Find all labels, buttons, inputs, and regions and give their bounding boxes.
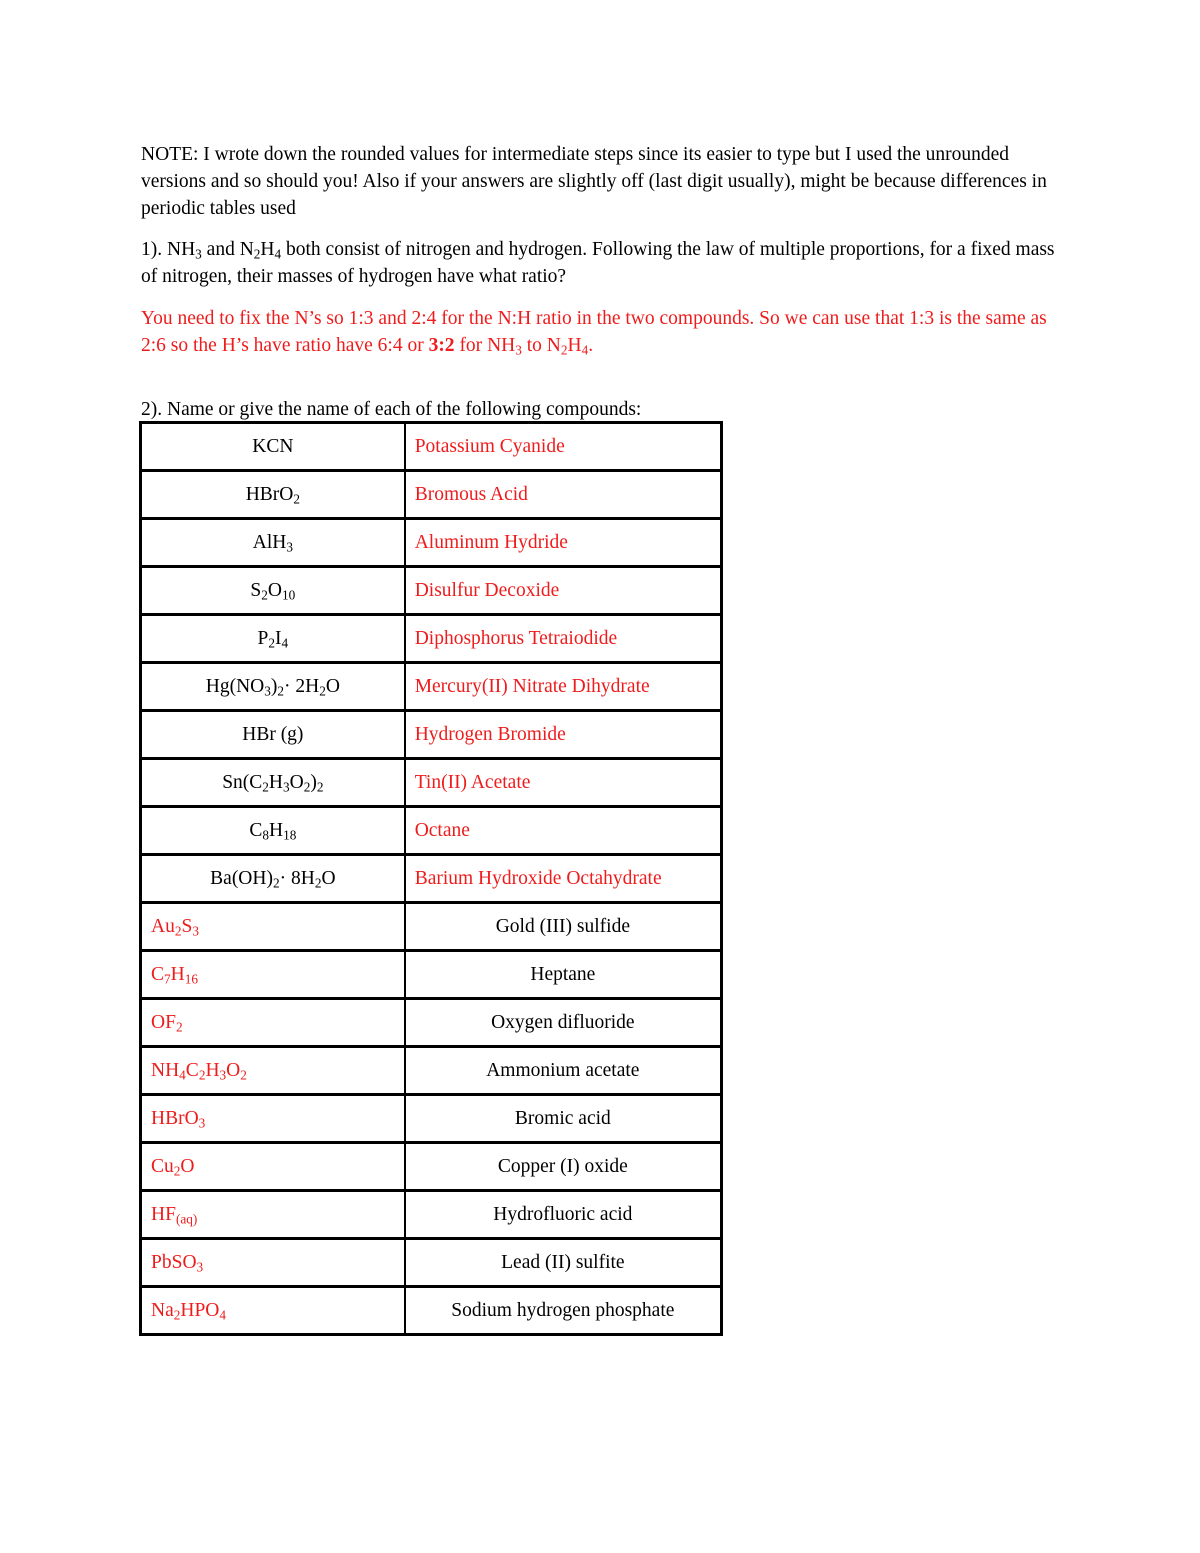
- formula-cell: [141, 1047, 405, 1095]
- question-2: 2). Name or give the name of each of the following compounds:: [141, 399, 642, 420]
- formula-text: C: [185, 1059, 199, 1081]
- subscript: 2: [173, 1306, 181, 1322]
- subscript: 2: [293, 490, 300, 506]
- table-row: [141, 567, 722, 615]
- formula-text: Hg(NO: [205, 675, 265, 697]
- compounds-table: [139, 421, 723, 1336]
- formula-cell: [141, 999, 405, 1047]
- formula-cell: [141, 471, 405, 519]
- name-cell: Sodium hydrogen phosphate: [405, 1287, 722, 1335]
- formula-cell: [141, 663, 405, 711]
- name-cell: Octane: [405, 807, 722, 855]
- table-row: [141, 711, 722, 759]
- subscript: 3: [286, 538, 293, 554]
- text-fragment: N: [546, 335, 561, 356]
- formula-text: ): [310, 771, 317, 793]
- subscript: 2: [175, 1018, 183, 1034]
- subscript: 3: [264, 682, 271, 698]
- compounds-table-body: [141, 423, 722, 1335]
- formula-cell: [141, 423, 405, 471]
- formula-cell: [141, 855, 405, 903]
- subscript: 4: [274, 246, 282, 262]
- subscript: 3: [195, 246, 202, 262]
- table-row: [141, 471, 722, 519]
- formula-text: OF: [151, 1011, 176, 1033]
- formula-text: HBrO: [151, 1107, 199, 1129]
- table-row: [141, 1239, 722, 1287]
- name-cell: Barium Hydroxide Octahydrate: [405, 855, 722, 903]
- formula-cell: [141, 807, 405, 855]
- formula-text: AlH: [252, 531, 287, 553]
- subscript: 10: [282, 586, 296, 602]
- formula-text: Na: [151, 1299, 174, 1321]
- subscript: 4: [281, 634, 289, 650]
- formula-text: ): [270, 675, 278, 697]
- name-cell: Diphosphorus Tetraiodide: [405, 615, 722, 663]
- table-row: [141, 1047, 722, 1095]
- subscript: (aq): [175, 1210, 198, 1226]
- formula-text: NH: [151, 1059, 180, 1081]
- formula-text: Cu: [151, 1155, 174, 1177]
- name-cell: Potassium Cyanide: [405, 423, 722, 471]
- name-cell: Oxygen difluoride: [405, 999, 722, 1047]
- table-row: [141, 663, 722, 711]
- formula-text: HF: [151, 1203, 176, 1225]
- subscript: 2: [174, 922, 182, 938]
- name-cell: Aluminum Hydride: [405, 519, 722, 567]
- table-row: [141, 519, 722, 567]
- formula-text: Ba(OH): [210, 867, 273, 889]
- formula-text: KCN: [252, 435, 294, 457]
- name-cell: Bromic acid: [405, 1095, 722, 1143]
- table-row: [141, 855, 722, 903]
- formula-text: I: [275, 627, 282, 649]
- formula-text: H: [170, 963, 185, 985]
- formula-cell: [141, 711, 405, 759]
- subscript: 2: [198, 1066, 206, 1082]
- subscript: 3: [198, 1114, 206, 1130]
- name-cell: Mercury(II) Nitrate Dihydrate: [405, 663, 722, 711]
- formula-text: HPO: [180, 1299, 220, 1321]
- formula-text: H: [205, 1059, 220, 1081]
- formula-cell: [141, 519, 405, 567]
- text-fragment: and: [201, 239, 240, 260]
- name-cell: Heptane: [405, 951, 722, 999]
- formula-text: HBrO: [245, 483, 294, 505]
- formula-cell: [141, 1143, 405, 1191]
- text-fragment: H: [567, 335, 582, 356]
- formula-text: S: [181, 915, 193, 937]
- subscript: 7: [164, 970, 171, 986]
- formula-cell: [141, 903, 405, 951]
- name-cell: Hydrofluoric acid: [405, 1191, 722, 1239]
- subscript: 4: [219, 1306, 227, 1322]
- text-fragment: You need to fix the N’s so 1:3 and 2:4 for the N:H ratio in the two compounds. So we can use that 1:3 is the same as 2:6 so the H’s have ratio have 6:4 or: [141, 308, 1047, 356]
- name-cell: Disulfur Decoxide: [405, 567, 722, 615]
- text-fragment: .: [588, 335, 594, 356]
- formula-nh3: NH: [167, 239, 196, 260]
- name-cell: Bromous Acid: [405, 471, 722, 519]
- table-row: [141, 1095, 722, 1143]
- subscript: 2: [261, 586, 268, 602]
- text-fragment: H: [260, 239, 275, 260]
- subscript: 18: [283, 826, 297, 842]
- subscript: 2: [319, 682, 326, 698]
- table-row: [141, 999, 722, 1047]
- text-fragment: to: [521, 335, 547, 356]
- formula-text: O: [180, 1155, 195, 1177]
- formula-text: O: [289, 771, 304, 793]
- formula-text: HBr (g): [242, 723, 304, 745]
- table-row: [141, 1191, 722, 1239]
- subscript: 2: [173, 1162, 181, 1178]
- subscript: 4: [179, 1066, 186, 1082]
- table-row: [141, 951, 722, 999]
- name-cell: Hydrogen Bromide: [405, 711, 722, 759]
- subscript: 4: [581, 342, 589, 358]
- subscript: 8: [262, 826, 269, 842]
- subscript: 2: [262, 778, 269, 794]
- subscript: 2: [240, 1066, 247, 1082]
- formula-text: C: [249, 819, 263, 841]
- subscript: 3: [192, 922, 199, 938]
- formula-cell: [141, 1239, 405, 1287]
- formula-text: · 2H: [284, 675, 320, 697]
- question-1: [141, 236, 1071, 290]
- name-cell: Gold (III) sulfide: [405, 903, 722, 951]
- subscript: 2: [303, 778, 311, 794]
- formula-cell: [141, 615, 405, 663]
- formula-cell: [141, 1287, 405, 1335]
- subscript: 2: [316, 778, 324, 794]
- formula-cell: [141, 759, 405, 807]
- formula-text: Au: [151, 915, 175, 937]
- document-page: [141, 141, 1071, 423]
- name-cell: Lead (II) sulfite: [405, 1239, 722, 1287]
- subscript: 3: [515, 342, 522, 358]
- table-row: [141, 759, 722, 807]
- note-paragraph: NOTE: I wrote down the rounded values for intermediate steps since its easier to type but I used the unrounded versions and so should you! Also if your answers are slightly off (last digit usually), might be because differences in periodic tables used: [141, 144, 1047, 219]
- answer-ratio: 3:2: [428, 335, 455, 356]
- formula-text: S: [250, 579, 262, 601]
- formula-text: O: [325, 675, 340, 697]
- subscript: 2: [253, 246, 261, 262]
- formula-cell: [141, 567, 405, 615]
- formula-cell: [141, 951, 405, 999]
- subscript: 3: [283, 778, 290, 794]
- formula-text: Sn(C: [222, 771, 263, 793]
- formula-text: H: [268, 771, 284, 793]
- formula-text: · 8H: [279, 867, 315, 889]
- formula-text: PbSO: [151, 1251, 197, 1273]
- name-cell: Ammonium acetate: [405, 1047, 722, 1095]
- subscript: 2: [314, 874, 322, 890]
- formula-text: C: [151, 963, 165, 985]
- text-fragment: both consist of nitrogen and hydrogen. Following the law of multiple proportions, for a fixed mass of nitrogen, their masses of hydrogen have what ratio?: [141, 239, 1055, 287]
- table-row: [141, 1287, 722, 1335]
- subscript: 2: [560, 342, 568, 358]
- text-fragment: for: [454, 335, 488, 356]
- subscript: 2: [277, 682, 284, 698]
- formula-text: H: [268, 819, 284, 841]
- formula-text: O: [267, 579, 282, 601]
- formula-n2h4: N: [239, 239, 254, 260]
- subscript: 3: [219, 1066, 227, 1082]
- table-row: [141, 807, 722, 855]
- formula-text: O: [226, 1059, 241, 1081]
- name-cell: Tin(II) Acetate: [405, 759, 722, 807]
- table-row: [141, 903, 722, 951]
- subscript: 3: [196, 1258, 204, 1274]
- name-cell: Copper (I) oxide: [405, 1143, 722, 1191]
- answer-1: [141, 305, 1071, 359]
- formula-cell: [141, 1191, 405, 1239]
- formula-cell: [141, 1095, 405, 1143]
- table-row: [141, 615, 722, 663]
- formula-text: P: [257, 627, 269, 649]
- text-fragment: NH: [487, 335, 516, 356]
- subscript: 16: [184, 970, 198, 986]
- table-row: [141, 1143, 722, 1191]
- question-1-number: 1).: [141, 239, 167, 260]
- subscript: 2: [272, 874, 280, 890]
- formula-text: O: [321, 867, 336, 889]
- table-row: [141, 423, 722, 471]
- subscript: 2: [268, 634, 276, 650]
